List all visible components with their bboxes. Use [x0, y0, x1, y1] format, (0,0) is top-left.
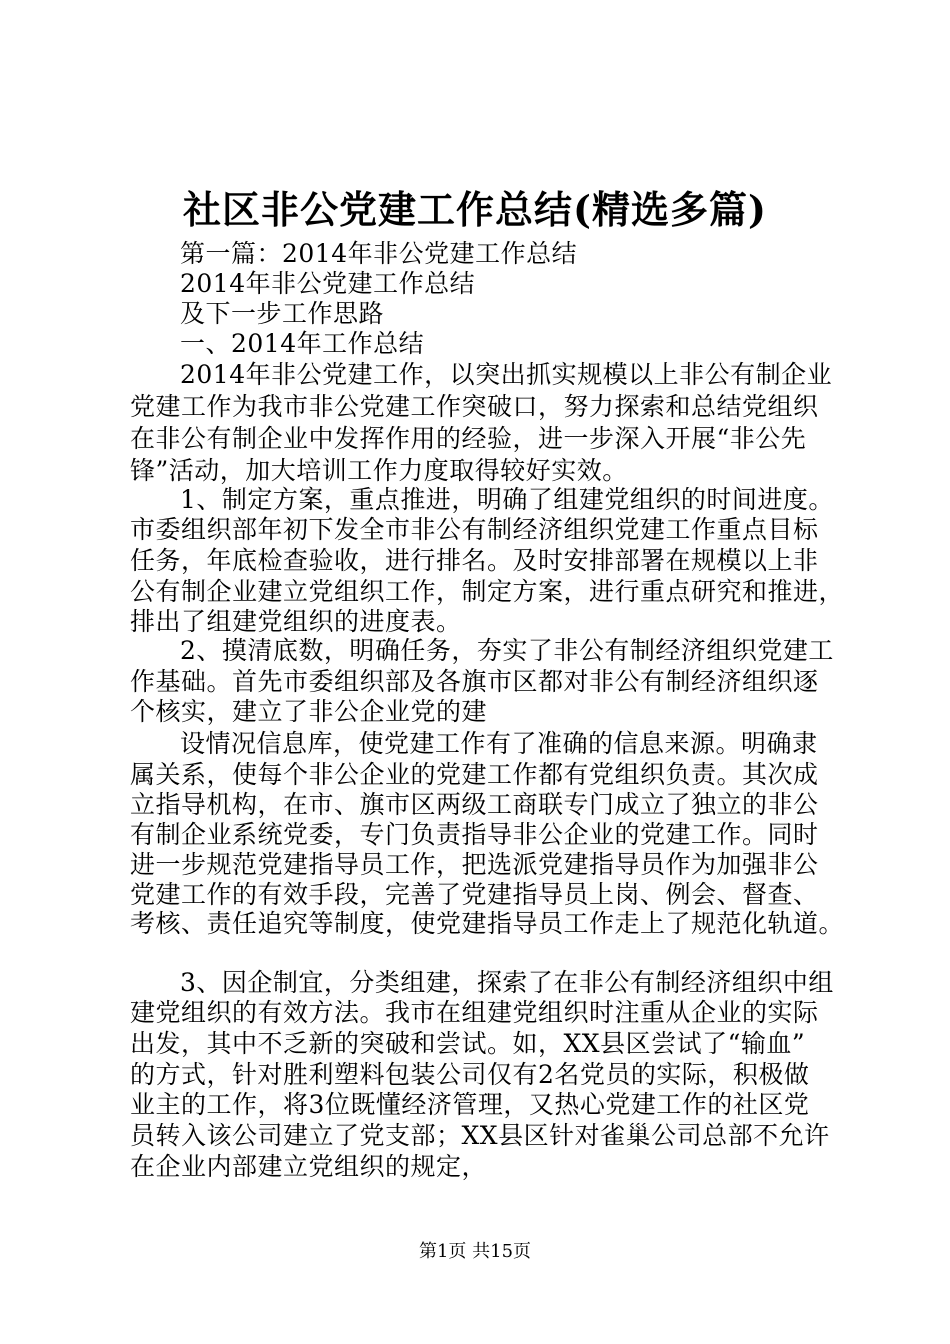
text-line: 进一步规范党建指导员工作，把选派党建指导员作为加强非公: [130, 850, 819, 879]
page-footer: 第1页 共15页: [418, 1241, 532, 1262]
text-line: 考核、责任追究等制度，使党建指导员工作走上了规范化轨道。: [130, 909, 845, 938]
text-line: 市委组织部年初下发全市非公有制经济组织党建工作重点目标: [130, 515, 819, 544]
text-line: 员转入该公司建立了党支部；XX县区针对雀巢公司总部不允许: [130, 1121, 830, 1150]
text-line: 作基础。首先市委组织部及各旗市区都对非公有制经济组织逐: [130, 667, 819, 696]
text-line: 公有制企业建立党组织工作，制定方案，进行重点研究和推进，: [130, 577, 845, 606]
text-line: 设情况信息库，使党建工作有了准确的信息来源。明确隶: [180, 729, 818, 758]
text-line: 任务，年底检查验收，进行排名。及时安排部署在规模以上非: [130, 546, 819, 575]
text-line: 业主的工作，将3位既懂经济管理，又热心党建工作的社区党: [130, 1090, 810, 1119]
text-line: 党建工作的有效手段，完善了党建指导员上岗、例会、督查、: [130, 880, 819, 909]
text-line: 个核实，建立了非公企业党的建: [130, 697, 488, 726]
text-line: 的方式，针对胜利塑料包装公司仅有2名党员的实际，积极做: [130, 1060, 810, 1089]
text-line: 立指导机构，在市、旗市区两级工商联专门成立了独立的非公: [130, 790, 819, 819]
text-line: 锋”活动，加大培训工作力度取得较好实效。: [130, 456, 628, 485]
text-line: 2、摸清底数，明确任务，夯实了非公有制经济组织党建工: [180, 636, 834, 665]
text-line: 建党组织的有效方法。我市在组建党组织时注重从企业的实际: [130, 998, 819, 1027]
text-line: 2014年非公党建工作总结: [180, 269, 476, 298]
text-line: 出发，其中不乏新的突破和尝试。如，XX县区尝试了“输血”: [130, 1029, 806, 1058]
text-line: 在企业内部建立党组织的规定，: [130, 1152, 488, 1181]
text-line: 第一篇：2014年非公党建工作总结: [180, 239, 578, 268]
text-line: 有制企业系统党委，专门负责指导非公企业的党建工作。同时: [130, 820, 819, 849]
text-line: 在非公有制企业中发挥作用的经验，进一步深入开展“非公先: [130, 424, 807, 453]
text-line: 3、因企制宜，分类组建，探索了在非公有制经济组织中组: [180, 968, 834, 997]
text-line: 党建工作为我市非公党建工作突破口，努力探索和总结党组织: [130, 392, 819, 421]
document-title: 社区非公党建工作总结(精选多篇): [183, 187, 767, 232]
text-line: 排出了组建党组织的进度表。: [130, 607, 462, 636]
text-line: 1、制定方案，重点推进，明确了组建党组织的时间进度。: [180, 485, 834, 514]
text-line: 2014年非公党建工作，以突出抓实规模以上非公有制企业: [180, 360, 833, 389]
text-line: 一、2014年工作总结: [180, 329, 425, 358]
text-line: 及下一步工作思路: [180, 299, 385, 328]
text-line: 属关系，使每个非公企业的党建工作都有党组织负责。其次成: [130, 760, 819, 789]
